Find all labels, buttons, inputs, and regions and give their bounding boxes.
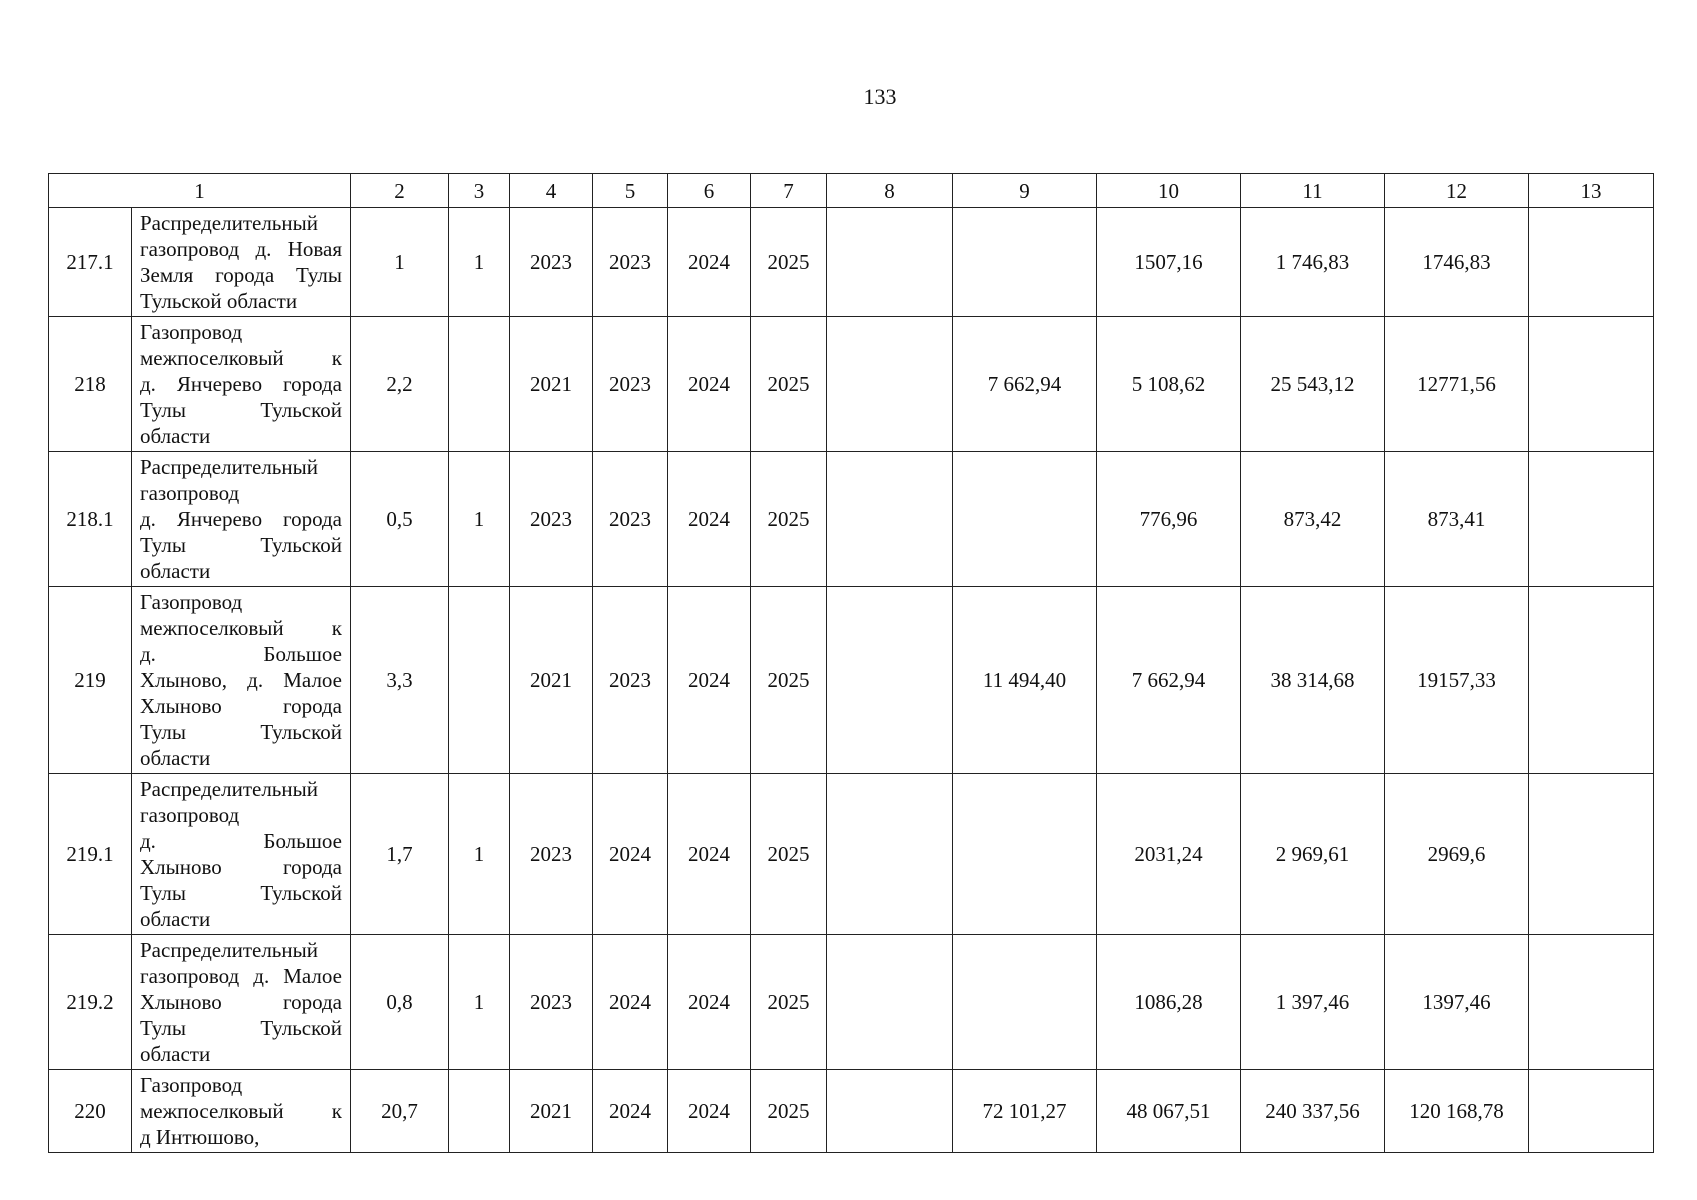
header-cell: 10 (1097, 174, 1241, 208)
table-row (49, 774, 1654, 935)
value-cell-11: 240 337,56 (1241, 1070, 1385, 1153)
row-number-cell: 218.1 (49, 452, 132, 587)
object-name-line: области (140, 907, 211, 931)
value-cell-13 (1529, 774, 1654, 935)
value-cell-13 (1529, 935, 1654, 1070)
value-cell-4: 2021 (510, 1070, 593, 1153)
value-cell-6: 2024 (668, 1070, 751, 1153)
value-cell-3: 1 (449, 774, 510, 935)
object-name-line: Распределительный (140, 455, 318, 479)
value-cell-9 (953, 774, 1097, 935)
header-cell: 12 (1385, 174, 1529, 208)
value-cell-9: 7 662,94 (953, 317, 1097, 452)
object-name-line: области (140, 746, 211, 770)
object-name-line: Хлыново города (140, 855, 342, 879)
value-cell-10: 5 108,62 (1097, 317, 1241, 452)
value-cell-8 (827, 587, 953, 774)
value-cell-5: 2024 (593, 1070, 668, 1153)
value-cell-3 (449, 587, 510, 774)
value-cell-10: 1507,16 (1097, 208, 1241, 317)
object-name-line: Газопровод (140, 1073, 243, 1097)
value-cell-7: 2025 (751, 935, 827, 1070)
table-row (49, 587, 1654, 774)
value-cell-6: 2024 (668, 935, 751, 1070)
object-name-cell (132, 1070, 351, 1153)
value-cell-4: 2023 (510, 208, 593, 317)
value-cell-2: 2,2 (351, 317, 449, 452)
object-name-cell (132, 935, 351, 1070)
object-name-line: Хлыново города (140, 694, 342, 718)
header-cell: 3 (449, 174, 510, 208)
header-cell: 11 (1241, 174, 1385, 208)
value-cell-11: 38 314,68 (1241, 587, 1385, 774)
object-name-line: Распределительный (140, 211, 318, 235)
value-cell-3 (449, 1070, 510, 1153)
object-name-line: Газопровод (140, 590, 243, 614)
header-cell: 7 (751, 174, 827, 208)
value-cell-7: 2025 (751, 1070, 827, 1153)
value-cell-9 (953, 208, 1097, 317)
value-cell-5: 2023 (593, 208, 668, 317)
object-name-line: газопровод (140, 803, 240, 827)
header-cell: 6 (668, 174, 751, 208)
value-cell-3: 1 (449, 208, 510, 317)
value-cell-4: 2023 (510, 935, 593, 1070)
object-name-line: Тулы Тульской (140, 881, 342, 905)
value-cell-10: 2031,24 (1097, 774, 1241, 935)
header-cell: 13 (1529, 174, 1654, 208)
object-name-line: д. Большое (140, 829, 342, 853)
value-cell-6: 2024 (668, 774, 751, 935)
object-name-line: д. Янчерево города (140, 372, 342, 396)
value-cell-11: 2 969,61 (1241, 774, 1385, 935)
value-cell-4: 2021 (510, 587, 593, 774)
value-cell-5: 2024 (593, 774, 668, 935)
value-cell-6: 2024 (668, 208, 751, 317)
object-name-line: Тулы Тульской (140, 720, 342, 744)
value-cell-10: 1086,28 (1097, 935, 1241, 1070)
value-cell-9: 11 494,40 (953, 587, 1097, 774)
value-cell-11: 1 397,46 (1241, 935, 1385, 1070)
value-cell-11: 25 543,12 (1241, 317, 1385, 452)
row-number-cell: 219.1 (49, 774, 132, 935)
header-cell: 5 (593, 174, 668, 208)
value-cell-3 (449, 317, 510, 452)
value-cell-2: 0,8 (351, 935, 449, 1070)
header-cell: 4 (510, 174, 593, 208)
table-row (49, 452, 1654, 587)
header-cell: 2 (351, 174, 449, 208)
table-row (49, 935, 1654, 1070)
value-cell-2: 3,3 (351, 587, 449, 774)
value-cell-12: 873,41 (1385, 452, 1529, 587)
value-cell-11: 1 746,83 (1241, 208, 1385, 317)
value-cell-8 (827, 208, 953, 317)
value-cell-7: 2025 (751, 208, 827, 317)
table-row (49, 208, 1654, 317)
value-cell-10: 7 662,94 (1097, 587, 1241, 774)
object-name-line: области (140, 559, 211, 583)
value-cell-2: 0,5 (351, 452, 449, 587)
value-cell-7: 2025 (751, 774, 827, 935)
value-cell-8 (827, 452, 953, 587)
header-cell: 1 (49, 174, 351, 208)
object-name-line: Распределительный (140, 938, 318, 962)
value-cell-3: 1 (449, 935, 510, 1070)
object-name-line: газопровод д. Малое (140, 964, 342, 988)
object-name-cell (132, 587, 351, 774)
value-cell-6: 2024 (668, 317, 751, 452)
object-name-line: д. Янчерево города (140, 507, 342, 531)
value-cell-12: 2969,6 (1385, 774, 1529, 935)
header-row (49, 174, 1654, 208)
header-cell: 9 (953, 174, 1097, 208)
value-cell-12: 1746,83 (1385, 208, 1529, 317)
value-cell-12: 19157,33 (1385, 587, 1529, 774)
value-cell-9 (953, 452, 1097, 587)
value-cell-6: 2024 (668, 587, 751, 774)
value-cell-13 (1529, 208, 1654, 317)
table-row (49, 1070, 1654, 1153)
value-cell-7: 2025 (751, 452, 827, 587)
value-cell-5: 2023 (593, 317, 668, 452)
value-cell-2: 1,7 (351, 774, 449, 935)
object-name-line: области (140, 1042, 211, 1066)
value-cell-5: 2023 (593, 587, 668, 774)
value-cell-4: 2021 (510, 317, 593, 452)
row-number-cell: 219.2 (49, 935, 132, 1070)
header-cell: 8 (827, 174, 953, 208)
value-cell-2: 20,7 (351, 1070, 449, 1153)
value-cell-4: 2023 (510, 452, 593, 587)
value-cell-13 (1529, 1070, 1654, 1153)
object-name-line: Тулы Тульской (140, 1016, 342, 1040)
page-number: 133 (863, 84, 897, 109)
value-cell-13 (1529, 317, 1654, 452)
value-cell-12: 120 168,78 (1385, 1070, 1529, 1153)
object-name-line: межпоселковый к (140, 346, 342, 370)
object-name-cell (132, 452, 351, 587)
value-cell-9: 72 101,27 (953, 1070, 1097, 1153)
object-name-line: Газопровод (140, 320, 243, 344)
object-name-cell (132, 208, 351, 317)
value-cell-12: 12771,56 (1385, 317, 1529, 452)
row-number-cell: 217.1 (49, 208, 132, 317)
object-name-line: области (140, 424, 211, 448)
value-cell-11: 873,42 (1241, 452, 1385, 587)
value-cell-5: 2024 (593, 935, 668, 1070)
object-name-line: Хлыново, д. Малое (140, 668, 342, 692)
value-cell-13 (1529, 587, 1654, 774)
row-number-cell: 219 (49, 587, 132, 774)
value-cell-9 (953, 935, 1097, 1070)
table-row (49, 317, 1654, 452)
value-cell-12: 1397,46 (1385, 935, 1529, 1070)
value-cell-8 (827, 935, 953, 1070)
value-cell-10: 776,96 (1097, 452, 1241, 587)
object-name-cell (132, 317, 351, 452)
object-name-cell (132, 774, 351, 935)
object-name-line: газопровод (140, 481, 240, 505)
value-cell-8 (827, 317, 953, 452)
object-name-line: д. Большое (140, 642, 342, 666)
value-cell-8 (827, 1070, 953, 1153)
object-name-line: Распределительный (140, 777, 318, 801)
object-name-line: Тулы Тульской (140, 398, 342, 422)
row-number-cell: 218 (49, 317, 132, 452)
object-name-line: Земля города Тулы (140, 263, 342, 287)
object-name-line: д Интюшово, (140, 1125, 260, 1149)
object-name-line: газопровод д. Новая (140, 237, 342, 261)
value-cell-4: 2023 (510, 774, 593, 935)
row-number-cell: 220 (49, 1070, 132, 1153)
object-name-line: межпоселковый к (140, 616, 342, 640)
value-cell-8 (827, 774, 953, 935)
value-cell-7: 2025 (751, 317, 827, 452)
object-name-line: межпоселковый к (140, 1099, 342, 1123)
object-name-line: Хлыново города (140, 990, 342, 1014)
value-cell-10: 48 067,51 (1097, 1070, 1241, 1153)
value-cell-3: 1 (449, 452, 510, 587)
value-cell-7: 2025 (751, 587, 827, 774)
value-cell-2: 1 (351, 208, 449, 317)
value-cell-5: 2023 (593, 452, 668, 587)
data-table (48, 173, 1654, 1153)
value-cell-13 (1529, 452, 1654, 587)
value-cell-6: 2024 (668, 452, 751, 587)
object-name-line: Тульской области (140, 289, 298, 313)
object-name-line: Тулы Тульской (140, 533, 342, 557)
